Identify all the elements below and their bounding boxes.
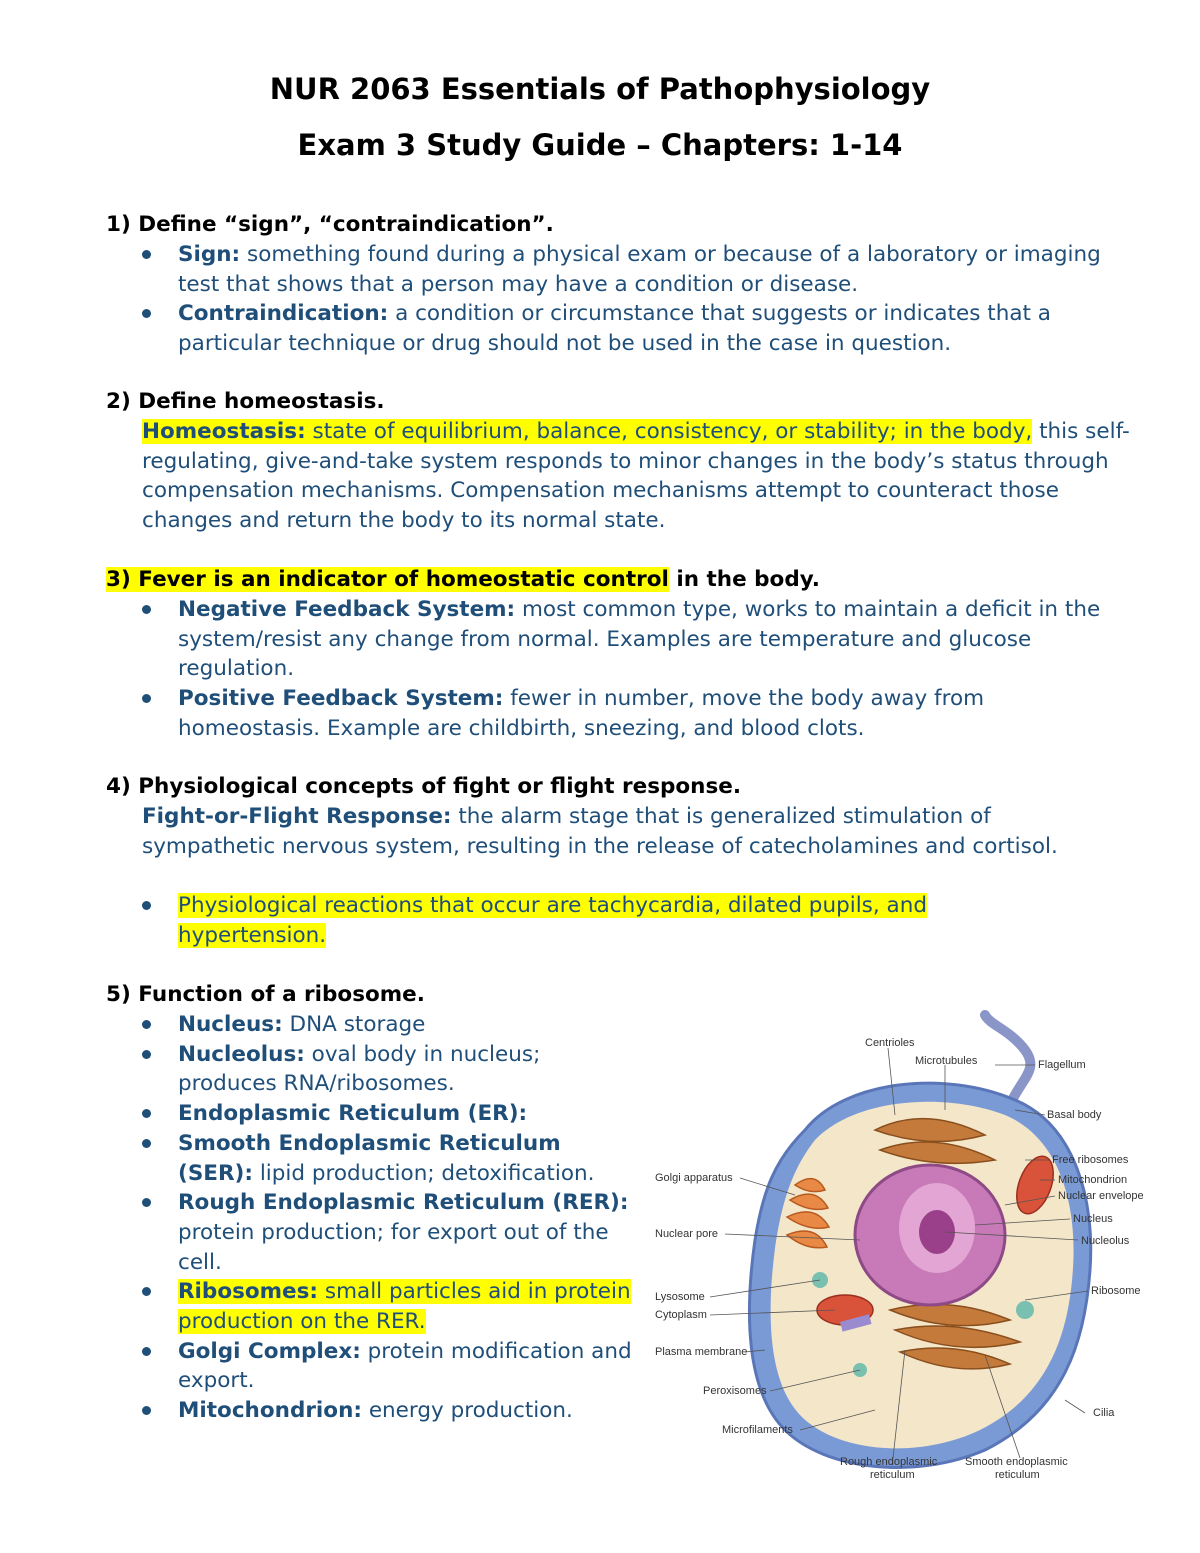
label-golgi: Golgi apparatus xyxy=(655,1172,733,1184)
definition: protein modification and export. xyxy=(178,1338,632,1394)
label-lysosome: Lysosome xyxy=(655,1291,705,1303)
bullet-icon xyxy=(142,1050,151,1059)
label-rer-line2: reticulum xyxy=(870,1469,915,1481)
term: Nucleus: xyxy=(178,1012,283,1037)
term: Nucleolus: xyxy=(178,1041,305,1067)
question-3-heading xyxy=(106,565,820,595)
definition: oval body in nucleus; produces RNA/ribosomes. xyxy=(178,1041,541,1097)
definition: fewer in number, move the body away from homeostasis. Example are childbirth, sneezing, and blood clots. xyxy=(178,686,985,741)
label-cytoplasm: Cytoplasm xyxy=(655,1309,707,1321)
list-item xyxy=(142,595,1132,684)
label-peroxisomes: Peroxisomes xyxy=(703,1385,767,1397)
bullet-icon xyxy=(142,250,151,259)
question-3-list xyxy=(142,595,1132,744)
label-nuclear-pore: Nuclear pore xyxy=(655,1228,718,1240)
question-5-list xyxy=(142,1010,632,1426)
bullet-icon xyxy=(142,901,151,910)
term: Endoplasmic Reticulum (ER): xyxy=(178,1101,528,1127)
list-item xyxy=(142,240,1132,299)
label-free-ribosomes: Free ribosomes xyxy=(1052,1154,1129,1166)
question-4-answer xyxy=(142,802,1092,861)
cell-diagram xyxy=(645,1010,1165,1490)
term: Smooth Endoplasmic Reticulum (SER): xyxy=(178,1130,561,1186)
label-microtubules: Microtubules xyxy=(915,1055,978,1067)
peroxisome-shape xyxy=(1016,1301,1034,1319)
highlighted-text: state of equilibrium, balance, consistency, or stability; in the body, xyxy=(305,419,1033,444)
list-item xyxy=(142,684,1132,743)
definition: something found during a physical exam or because of a laboratory or imaging test that shows that a person may have a condition or disease. xyxy=(178,242,1101,297)
heading-rest: in the body. xyxy=(668,567,820,592)
term: Mitochondrion: xyxy=(178,1398,362,1424)
list-item xyxy=(142,1188,632,1277)
term: Ribosomes: xyxy=(178,1279,319,1305)
question-1-heading: 1) Define “sign”, “contraindication”. xyxy=(106,212,554,237)
term: Homeostasis: xyxy=(142,419,306,444)
highlighted-text: Physiological reactions that occur are tachycardia, dilated pupils, and hypertension. xyxy=(178,893,927,948)
definition: the alarm stage that is generalized stimulation of sympathetic nervous system, resulting in the release of catecholamines and cortisol. xyxy=(142,804,1058,859)
list-item xyxy=(142,299,1132,358)
term: Golgi Complex: xyxy=(178,1338,361,1364)
term: Contraindication: xyxy=(178,301,389,327)
term: Rough Endoplasmic Reticulum (RER): xyxy=(178,1190,629,1216)
label-nucleolus: Nucleolus xyxy=(1081,1235,1130,1247)
page-subtitle: Exam 3 Study Guide – Chapters: 1-14 xyxy=(297,128,903,162)
bullet-icon xyxy=(142,1109,151,1118)
label-flagellum: Flagellum xyxy=(1038,1059,1086,1071)
bullet-icon xyxy=(142,1198,151,1207)
definition: most common type, works to maintain a deficit in the system/resist any change from normal. Examples are temperature and glucose regulation. xyxy=(178,597,1101,682)
list-item xyxy=(142,1396,632,1426)
list-item xyxy=(142,1129,632,1188)
bullet-icon xyxy=(142,1020,151,1029)
question-2-heading: 2) Define homeostasis. xyxy=(106,389,385,414)
label-basal-body: Basal body xyxy=(1047,1109,1102,1121)
question-2-answer xyxy=(142,417,1132,536)
definition: lipid production; detoxification. xyxy=(252,1160,595,1186)
label-cilia: Cilia xyxy=(1093,1407,1115,1419)
list-item xyxy=(142,1277,632,1336)
list-item xyxy=(142,891,1042,950)
term: Sign: xyxy=(178,242,241,267)
list-item xyxy=(142,1337,632,1396)
label-nucleus: Nucleus xyxy=(1073,1213,1113,1225)
label-ser-line2: reticulum xyxy=(995,1469,1040,1481)
term: Positive Feedback System: xyxy=(178,686,504,712)
question-4-heading: 4) Physiological concepts of fight or flight response. xyxy=(106,774,742,799)
definition: energy production. xyxy=(361,1398,573,1424)
page-title: NUR 2063 Essentials of Pathophysiology xyxy=(269,72,931,106)
bullet-icon xyxy=(142,1406,151,1415)
label-ribosome: Ribosome xyxy=(1091,1285,1141,1297)
list-item xyxy=(142,1010,632,1040)
label-rer-line1: Rough endoplasmic xyxy=(840,1456,938,1468)
bullet-icon xyxy=(142,1139,151,1148)
list-item xyxy=(142,1099,632,1129)
label-mitochondrion: Mitochondrion xyxy=(1058,1174,1128,1186)
bullet-icon xyxy=(142,1287,151,1296)
term: Fight-or-Flight Response: xyxy=(142,804,452,829)
bullet-icon xyxy=(142,694,151,703)
label-centrioles: Centrioles xyxy=(865,1037,915,1049)
label-ser-line1: Smooth endoplasmic xyxy=(965,1456,1068,1468)
bullet-icon xyxy=(142,605,151,614)
definition: DNA storage xyxy=(282,1012,426,1037)
term: Negative Feedback System: xyxy=(178,597,516,622)
definition: small particles aid in protein production on the RER. xyxy=(178,1279,631,1335)
list-item xyxy=(142,1040,632,1099)
definition: this self-regulating, give-and-take system responds to minor changes in the body’s status through compensation mechanisms. Compensation mechanisms attempt to counteract those changes and return the body to its normal state. xyxy=(142,419,1130,534)
definition: a condition or circumstance that suggests or indicates that a particular technique or drug should not be used in the case in question. xyxy=(178,301,1051,357)
definition: protein production; for export out of the cell. xyxy=(178,1219,609,1275)
label-plasma-membrane: Plasma membrane xyxy=(655,1346,748,1358)
bullet-icon xyxy=(142,1347,151,1356)
question-4-list xyxy=(142,891,1042,950)
highlighted-heading: 3) Fever is an indicator of homeostatic control xyxy=(106,567,669,592)
bullet-icon xyxy=(142,309,151,318)
question-5-heading: 5) Function of a ribosome. xyxy=(106,982,425,1007)
label-microfilaments: Microfilaments xyxy=(722,1424,793,1436)
question-1-list xyxy=(142,240,1132,359)
label-nuclear-envelope: Nuclear envelope xyxy=(1058,1190,1144,1202)
